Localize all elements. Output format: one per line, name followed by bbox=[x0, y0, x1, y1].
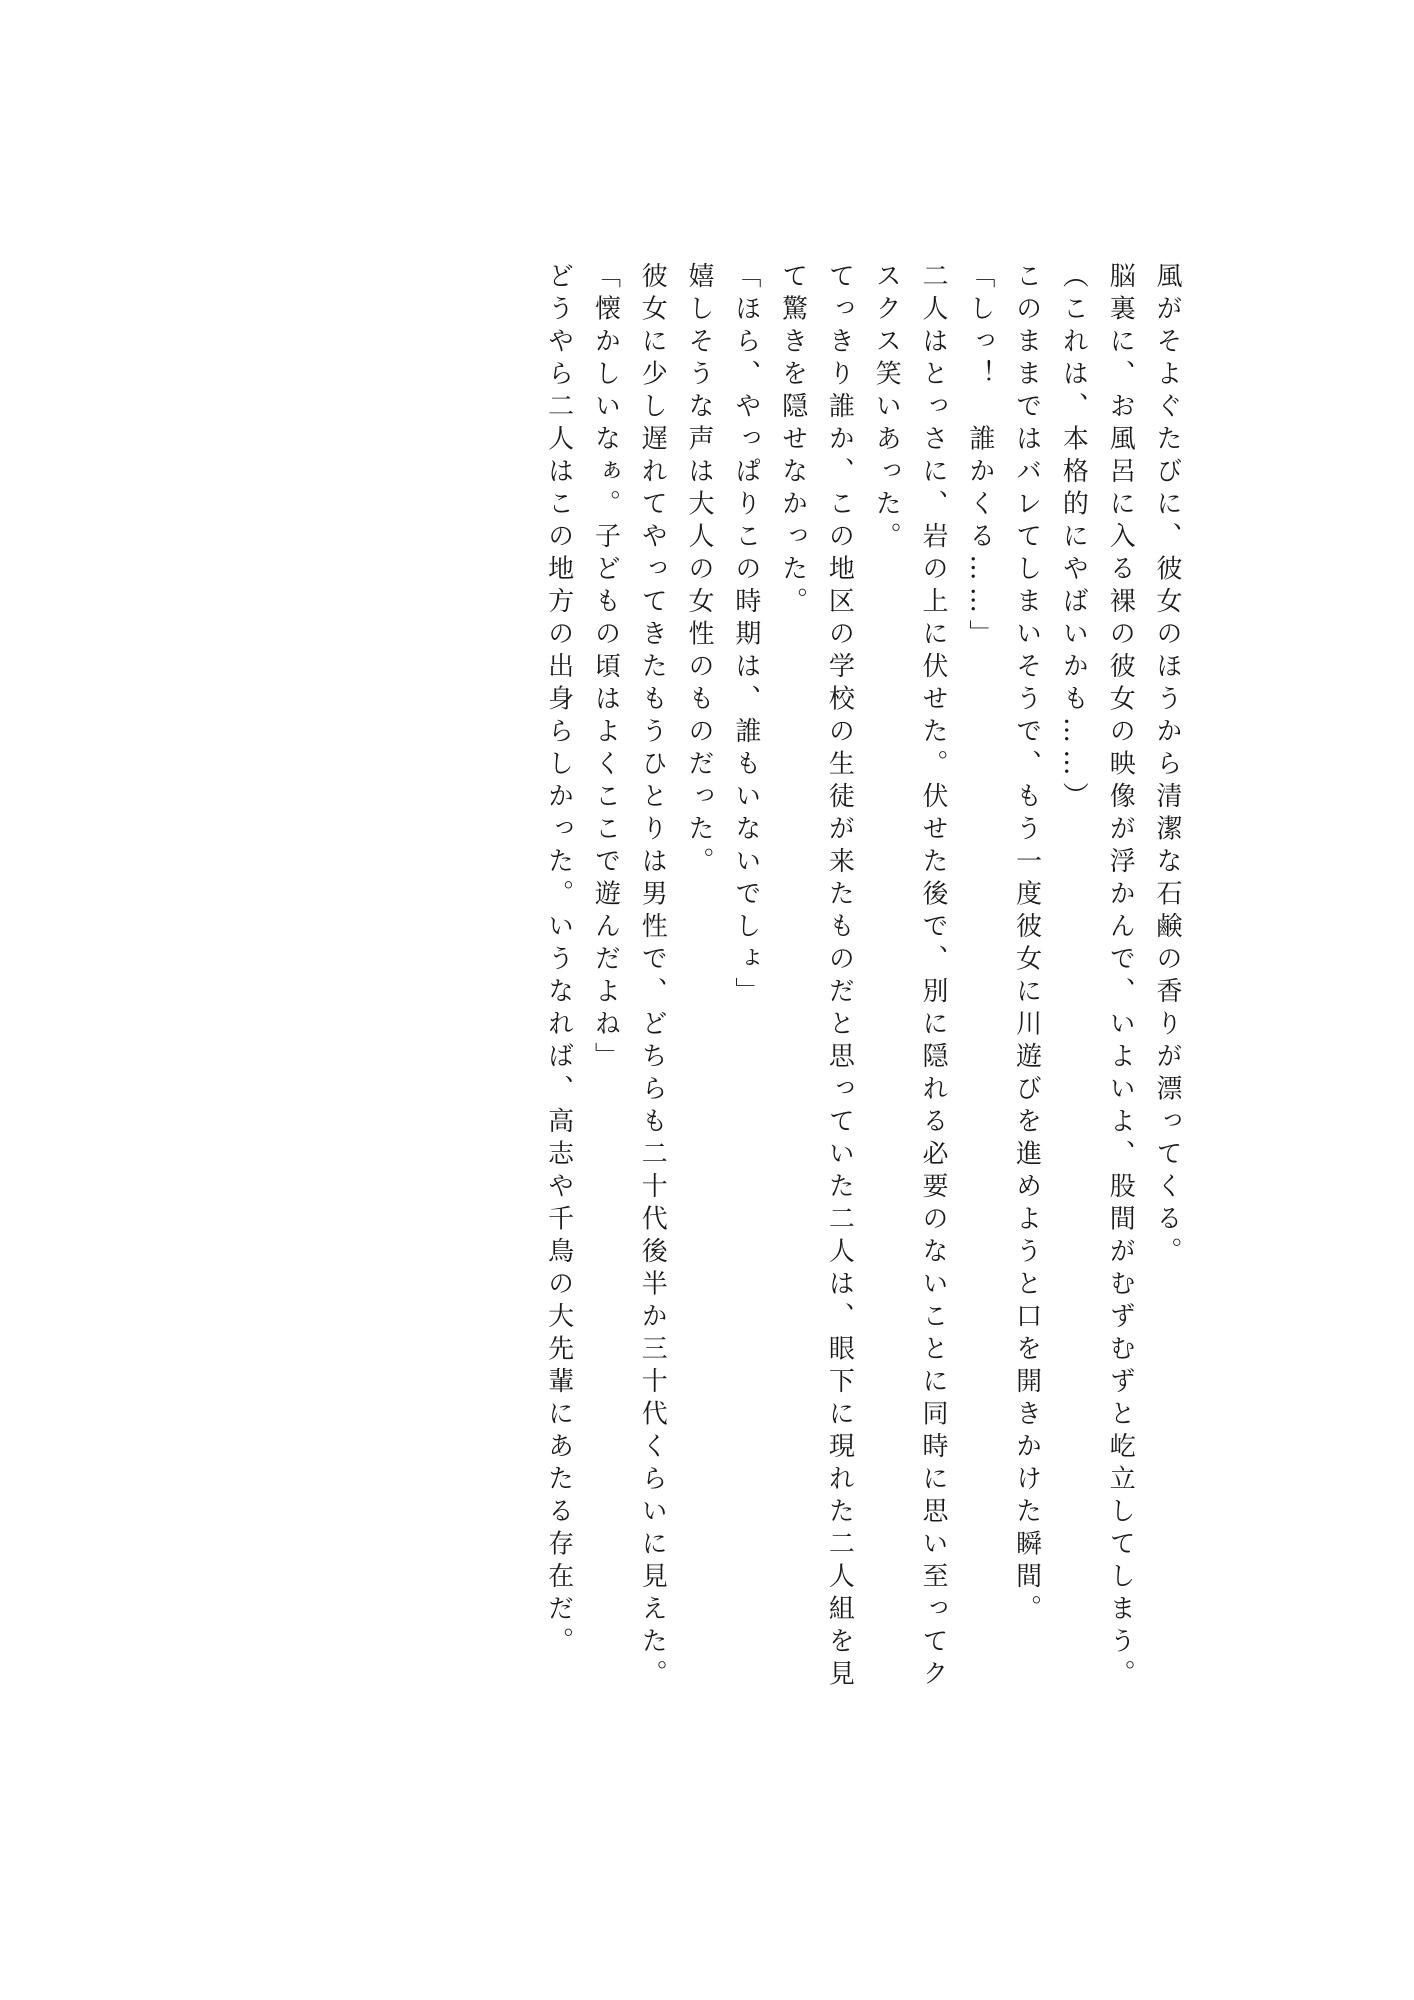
paragraph-6: 二人はとっさに、岩の上に伏せた。伏せた後で、別に隠れる必要のないことに同時に思い至ってクスクス笑いあった。 bbox=[871, 262, 949, 1692]
paragraph-4: このままではバレてしまいそうで、もう一度彼女に川遊びを進めようと口を開きかけた瞬間。 bbox=[1011, 262, 1042, 1627]
paragraph-11: 「懐かしいなぁ。子どもの頃はよくここで遊んだよね」 bbox=[590, 262, 621, 1075]
paragraph-2: 脳裏に、お風呂に入る裸の彼女の映像が浮かんで、いよいよ、股間がむずむずと屹立してしまう。 bbox=[1105, 262, 1136, 1692]
paragraph-9: 嬉しそうな声は大人の女性のものだった。 bbox=[684, 262, 715, 880]
paragraph-8: 「ほら、やっぱりこの時期は、誰もいないでしょ」 bbox=[730, 262, 761, 1010]
paragraph-7: てっきり誰か、この地区の学校の生徒が来たものだと思っていた二人は、眼下に現れた二人組を見て驚きを隠せなかった。 bbox=[777, 262, 855, 1692]
paragraph-5: 「しっ！ 誰かくる……」 bbox=[964, 262, 995, 652]
paragraph-1: 風がそよぐたびに、彼女のほうから清潔な石鹸の香りが漂ってくる。 bbox=[1152, 262, 1182, 1270]
paragraph-10: 彼女に少し遅れてやってきたもうひとりは男性で、どちらも二十代後半か三十代くらいに見えた。 bbox=[637, 262, 668, 1692]
paragraph-3: （これは、本格的にやばいかも……） bbox=[1058, 262, 1089, 815]
vertical-text-body bbox=[258, 262, 1190, 1702]
paragraph-12: どうやら二人はこの地方の出身らしかった。いうなれば、高志や千鳥の大先輩にあたる存在だ。 bbox=[543, 262, 574, 1660]
